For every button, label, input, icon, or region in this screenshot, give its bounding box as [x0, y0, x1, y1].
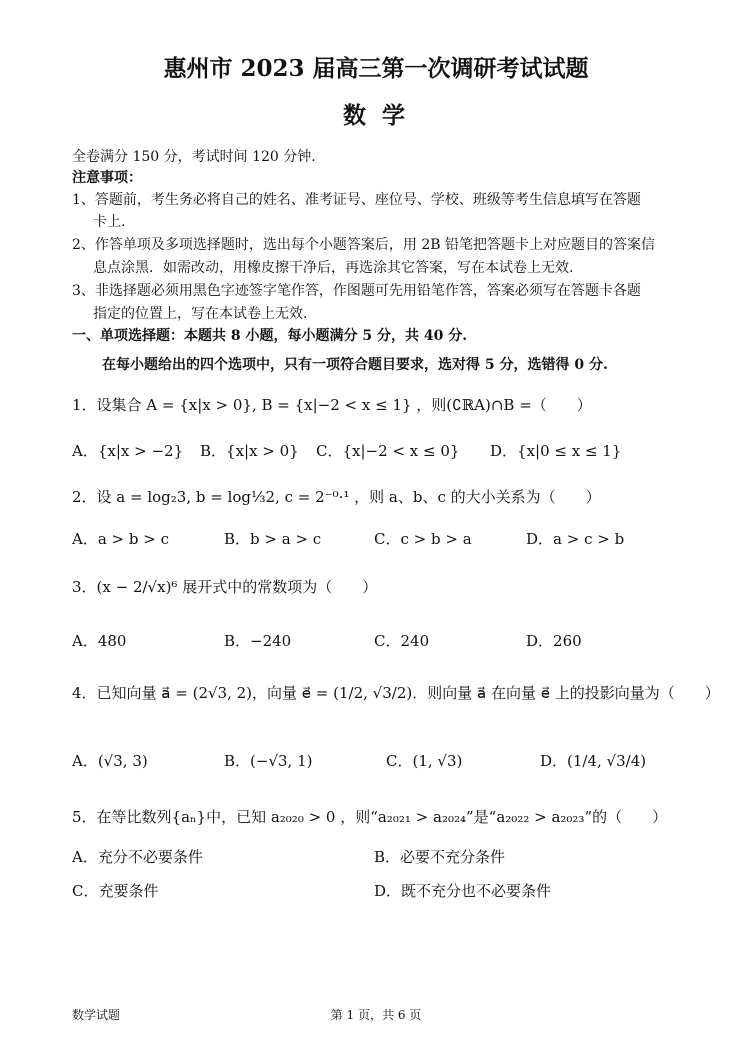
q3-option-a: A．480: [72, 632, 127, 650]
note-3-cont: 指定的位置上，写在本试卷上无效.: [93, 306, 308, 322]
q2-option-c: C．c > b > a: [374, 530, 472, 548]
q1-option-d: D．{x|0 ≤ x ≤ 1}: [490, 442, 622, 460]
section-instruction: 在每小题给出的四个选项中，只有一项符合题目要求，选对得 5 分，选错得 0 分.: [102, 357, 608, 373]
note-1: 1、答题前，考生务必将自己的姓名、准考证号、座位号、学校、班级等考生信息填写在答题: [72, 192, 641, 208]
question-1-stem: 1．设集合 A = {x|x > 0}, B = {x|−2 < x ≤ 1} ，则(∁ℝA)∩B =（ ）: [72, 396, 592, 414]
q4-option-b: B．(−√3, 1): [224, 752, 313, 770]
subject-title: 数 学: [342, 102, 409, 129]
q2-option-d: D．a > c > b: [526, 530, 625, 548]
q2-option-a: A．a > b > c: [72, 530, 169, 548]
q3-option-c: C．240: [374, 632, 430, 650]
question-3-stem: 3．(x − 2/√x)⁶ 展开式中的常数项为（ ）: [72, 578, 378, 596]
q2-option-b: B．b > a > c: [224, 530, 322, 548]
question-2-stem: 2．设 a = log₂3, b = log⅓2, c = 2⁻⁰·¹ ，则 a、b、c 的大小关系为（ ）: [72, 488, 601, 506]
question-5-stem: 5．在等比数列{aₙ}中，已知 a₂₀₂₀ > 0 ，则“a₂₀₂₁ > a₂₀₂₄”是“a₂₀₂₂ > a₂₀₂₃”的（ ）: [72, 808, 668, 826]
q1-option-a: A．{x|x > −2}: [72, 442, 184, 460]
note-2: 2、作答单项及多项选择题时，选出每个小题答案后，用 2B 铅笔把答题卡上对应题目的答案信: [72, 237, 656, 253]
notes-title: 注意事项：: [72, 170, 142, 186]
question-4-stem: 4．已知向量 a⃗ = (2√3, 2)，向量 e⃗ = (1/2, √3/2)．则向量 a⃗ 在向量 e⃗ 上的投影向量为（ ）: [72, 684, 720, 702]
footer-left: 数学试题: [72, 1008, 121, 1022]
section-heading: 一、单项选择题：本题共 8 小题，每小题满分 5 分，共 40 分.: [72, 328, 468, 344]
q5-option-c: C．充要条件: [72, 882, 159, 900]
time-line: 全卷满分 150 分，考试时间 120 分钟.: [72, 149, 316, 165]
note-1-cont: 卡上.: [93, 214, 126, 230]
q1-option-c: C．{x|−2 < x ≤ 0}: [316, 442, 460, 460]
q4-option-c: C．(1, √3): [386, 752, 463, 770]
q4-option-d: D．(1/4, √3/4): [540, 752, 647, 770]
q5-option-d: D．既不充分也不必要条件: [374, 882, 552, 900]
footer-page-number: 第 1 页，共 6 页: [330, 1008, 422, 1022]
q5-option-b: B．必要不充分条件: [374, 848, 506, 866]
q3-option-d: D．260: [526, 632, 582, 650]
q5-option-a: A．充分不必要条件: [72, 848, 203, 866]
q1-option-b: B．{x|x > 0}: [200, 442, 299, 460]
exam-title: 惠州市 2023 届高三第一次调研考试试题: [163, 55, 589, 82]
note-3: 3、非选择题必须用黑色字迹签字笔作答，作图题可先用铅笔作答，答案必须写在答题卡各题: [72, 283, 641, 299]
note-2-cont: 息点涂黑．如需改动，用橡皮擦干净后，再选涂其它答案，写在本试卷上无效.: [93, 260, 574, 276]
q3-option-b: B．−240: [224, 632, 292, 650]
q4-option-a: A．(√3, 3): [72, 752, 148, 770]
